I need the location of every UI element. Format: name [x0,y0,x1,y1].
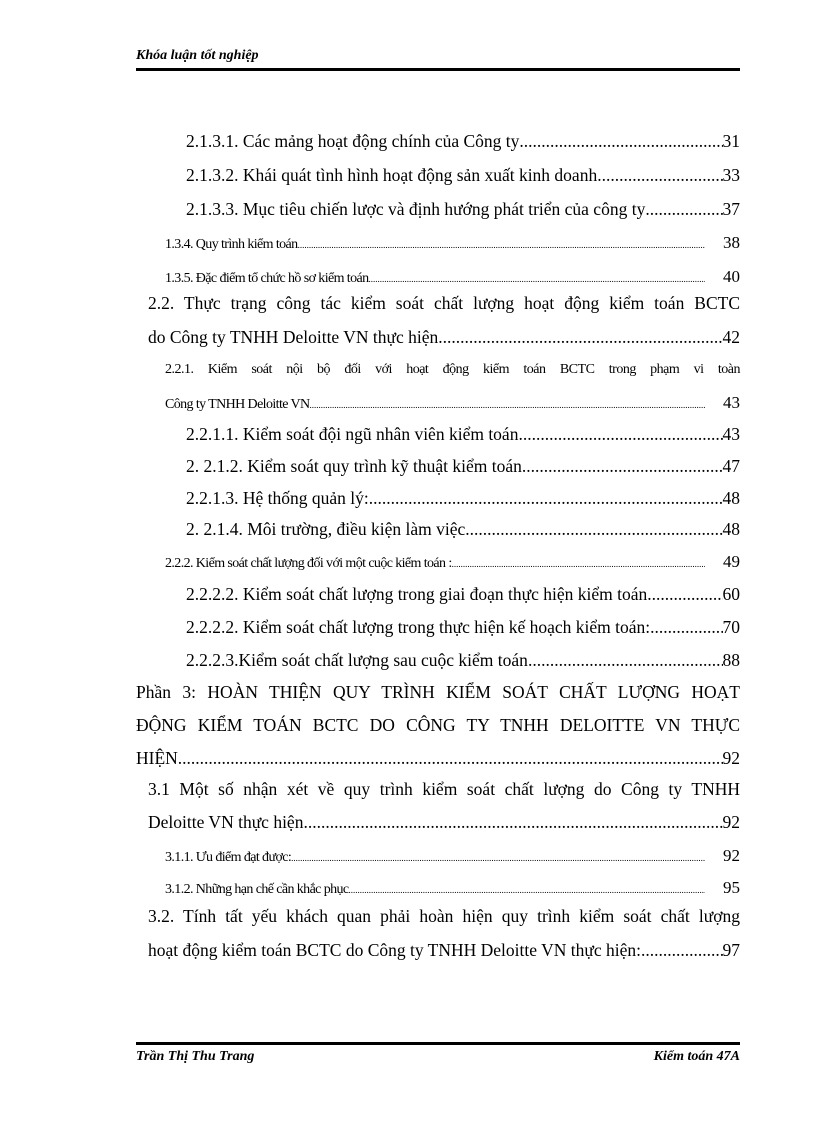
toc-entry-title: 3.1.2. Những hạn chế cần khắc phục [165,882,349,897]
toc-entry-page: 95 [723,878,740,897]
toc-entry[interactable] [148,327,740,348]
dot-leader [369,274,706,284]
toc-entry-page: 40 [723,267,740,286]
toc-entry-page: 33 [722,165,740,185]
dot-leader [528,650,723,671]
toc-entry-title: 1.3.4. Quy trình kiểm toán [165,237,298,252]
toc-entry[interactable] [186,584,740,605]
dot-leader [298,240,705,250]
toc-entry[interactable] [165,267,740,287]
toc-entry-title: 2.2.2.3.Kiểm soát chất lượng sau cuộc kiểm toán [186,650,528,670]
toc-entry[interactable] [186,456,740,477]
dot-leader [602,165,723,186]
toc-entry[interactable] [165,552,740,572]
toc-entry-page: 97 [722,940,740,960]
dot-leader [308,812,723,833]
toc-entry-title: 3.1.1. Ưu điểm đạt được: [165,850,292,865]
toc-entry-line[interactable]: ĐỘNG KIỂM TOÁN BCTC DO CÔNG TY TNHH DELOITTE VN THỰC [136,715,740,735]
dot-leader [369,488,723,509]
dot-leader [178,748,723,769]
toc-entry-page: 37 [722,199,740,219]
toc-entry[interactable] [186,617,740,638]
toc-entry-page: 42 [722,327,740,347]
toc-entry-title: 2.2.2.2. Kiểm soát chất lượng trong thực hiện kế hoạch kiểm toán: [186,617,651,637]
toc-entry[interactable] [165,393,740,413]
toc-entry[interactable] [186,131,740,152]
toc-entry-line[interactable]: 2.2.1. Kiểm soát nội bộ đối với hoạt động kiểm toán BCTC trong phạm vi toàn [165,362,740,377]
dot-leader [349,885,705,895]
toc-entry-line[interactable]: 2.2. Thực trạng công tác kiểm soát chất lượng hoạt động kiểm toán BCTC [148,293,740,313]
toc-entry-page: 43 [722,424,740,444]
toc-entry-line[interactable]: 3.2. Tính tất yếu khách quan phải hoàn hiện quy trình kiểm soát chất lượng [148,906,740,926]
dot-leader [310,400,705,410]
toc-entry-title: 2.1.3.1. Các mảng hoạt động chính của Công ty [186,131,520,151]
toc-entry-page: 49 [723,552,740,571]
dot-leader [452,559,705,569]
toc-entry-title: 2.1.3.3. Mục tiêu chiến lược và định hướng phát triển của công ty [186,199,646,219]
page-footer [136,1042,740,1064]
toc-entry-title: 1.3.5. Đặc điểm tổ chức hồ sơ kiểm toán [165,271,369,286]
dot-leader [650,617,722,638]
toc-entry[interactable] [136,748,740,769]
header-title: Khóa luận tốt nghiệp [136,48,259,63]
dot-leader [522,456,723,477]
toc-entry-page: 31 [722,131,740,151]
toc-entry-title: do Công ty TNHH Deloitte VN thực hiện [148,327,439,347]
toc-entry[interactable] [165,846,740,866]
dot-leader [438,327,722,348]
toc-entry-page: 70 [722,617,740,637]
toc-entry-page: 88 [722,650,740,670]
toc-entry-page: 48 [722,488,740,508]
footer-course: Kiểm toán 47A [653,1049,740,1064]
toc-entry-line[interactable]: Phần 3: HOÀN THIỆN QUY TRÌNH KIỂM SOÁT CHẤT LƯỢNG HOẠT [136,682,740,702]
toc-entry-page: 47 [722,456,740,476]
toc-entry-title: 2.2.1.3. Hệ thống quản lý: [186,488,369,508]
toc-entry-title: 2. 2.1.2. Kiểm soát quy trình kỹ thuật kiểm toán [186,456,522,476]
dot-leader [523,424,723,445]
toc-entry[interactable] [165,233,740,253]
toc-entry[interactable] [148,812,740,833]
toc-entry-page: 92 [722,812,740,832]
dot-leader [647,584,722,605]
toc-entry-title: HIỆN [136,748,178,768]
toc-entry-title: 2.2.1.1. Kiểm soát đội ngũ nhân viên kiểm toán. [186,424,523,444]
toc-entry[interactable] [165,878,740,898]
toc-entry-page: 48 [722,519,740,539]
toc-entry-page: 38 [723,233,740,252]
dot-leader [641,940,723,961]
toc-entry-page: 43 [723,393,740,412]
toc-entry-title: Deloitte VN thực hiện. [148,812,308,832]
dot-leader [645,199,722,220]
toc-entry-title: 2. 2.1.4. Môi trường, điều kiện làm việc [186,519,466,539]
toc-entry-title: Công ty TNHH Deloitte VN [165,397,310,412]
toc-entry-title: hoạt động kiểm toán BCTC do Công ty TNHH Deloitte VN thực hiện: [148,940,641,960]
toc-entry[interactable] [186,488,740,509]
toc-entry[interactable] [186,199,740,220]
toc-entry-title: 2.2.2. Kiểm soát chất lượng đối với một cuộc kiểm toán : [165,556,452,571]
dot-leader [291,853,705,863]
toc-entry[interactable] [186,519,740,540]
dot-leader [465,519,722,540]
toc-entry-title: 2.2.2.2. Kiểm soát chất lượng trong giai đoạn thực hiện kiểm toán [186,584,648,604]
toc-entry-page: 92 [723,846,740,865]
footer-author: Trần Thị Thu Trang [136,1049,255,1064]
toc-entry[interactable] [148,940,740,961]
toc-entry[interactable] [186,650,740,671]
toc-entry[interactable] [186,424,740,445]
dot-leader [519,131,722,152]
toc-entry-page: 60 [722,584,740,604]
toc-entry[interactable] [186,165,740,186]
toc-entry-line[interactable]: 3.1 Một số nhận xét về quy trình kiểm soát chất lượng do Công ty TNHH [148,779,740,799]
toc-entry-title: 2.1.3.2. Khái quát tình hình hoạt động sản xuất kinh doanh. [186,165,602,185]
toc-entry-page: 92 [722,748,740,768]
